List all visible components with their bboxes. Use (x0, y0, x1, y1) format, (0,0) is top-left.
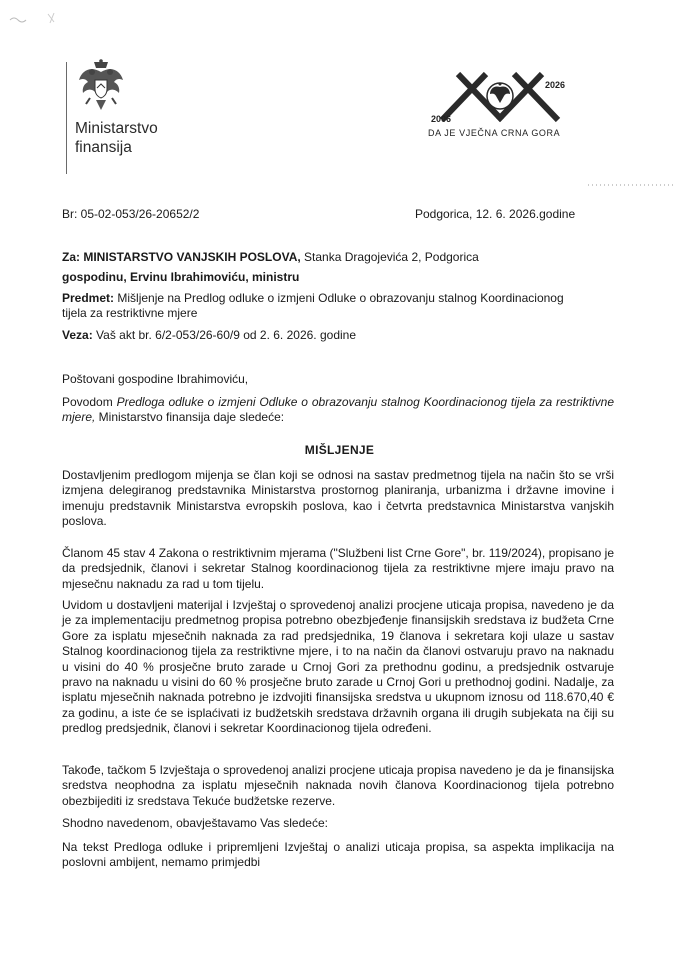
logo-motto: DA JE VJEČNA CRNA GORA (428, 128, 561, 138)
addressee-line (62, 250, 479, 265)
header-divider (66, 62, 67, 174)
salutation: Poštovani gospodine Ibrahimoviću, (62, 372, 249, 386)
link-label: Veza: (62, 328, 93, 342)
paragraph-5: Shodno navedenom, obavještavamo Vas sledeće: (62, 816, 328, 830)
subject-text-line1: Mišljenje na Predlog odluke o izmjeni Odluke o obrazovanju stalnog Koordinacionog (117, 291, 564, 305)
intro-paragraph (62, 395, 614, 426)
addressee-person: gospodinu, Ervinu Ibrahimoviću, ministru (62, 270, 300, 284)
handwritten-mark (8, 10, 68, 26)
addressee-address: Stanka Dragojevića 2, Podgorica (304, 250, 479, 264)
scan-artifact (588, 183, 676, 187)
link-line (62, 328, 356, 343)
logo-year-start: 2006 (431, 114, 452, 124)
paragraph-2: Članom 45 stav 4 Zakona o restriktivnim mjerama ("Službeni list Crne Gore", br. 119/2024), propisano je da predsjednik, članovi i sekretar Stalnog koordinacionog tijela za restriktivne mjere imaju pravo na mjesečnu naknadu za rad u tom tijelu. (62, 546, 614, 591)
link-text: Vaš akt br. 6/2-053/26-60/9 od 2. 6. 2026. godine (96, 328, 356, 342)
subject-text-line2: tijela za restriktivne mjere (62, 306, 198, 320)
ministry-name-line2: finansija (75, 139, 132, 156)
addressee-label: Za: (62, 250, 80, 264)
intro-prefix: Povodom (62, 395, 117, 409)
opinion-heading: MIŠLJENJE (304, 443, 375, 457)
ministry-name-line1: Ministarstvo (75, 120, 158, 137)
paragraph-1: Dostavljenim predlogom mijenja se član koji se odnosi na sastav predmetnog tijela na način što se vrši izmjena delegiranog predstavnika Ministarstva prostornog planiranja, urbanizma i državne imovine i imenuju predstavnik Ministarstva evropskih poslova, kao i četvrta predstavnica Ministarstva vanjskih poslova. (62, 468, 614, 529)
subject-line (62, 291, 564, 306)
ministry-name (75, 119, 158, 157)
paragraph-4: Takođe, tačkom 5 Izvještaja o sprovedenoj analizi procjene uticaja propisa navedeno je da je finansijska sredstva neophodna za isplatu mjesečnih naknada novih članova Koordinacionog tijela potrebno obezbijediti iz sredstava Tekuće budžetske rezerve. (62, 763, 614, 808)
addressee-recipient: MINISTARSTVO VANJSKIH POSLOVA, (83, 250, 301, 264)
intro-italic: Predloga odluke o izmjeni Odluke o obrazovanju stalnog Koordinacionog tijela za restriktivne mjere, (62, 395, 614, 425)
reference-number: Br: 05-02-053/26-20652/2 (62, 207, 200, 221)
place-date: Podgorica, 12. 6. 2026.godine (415, 207, 576, 221)
coat-of-arms-icon (76, 58, 126, 118)
intro-suffix: Ministarstvo finansija daje sledeće: (95, 410, 285, 425)
paragraph-3: Uvidom u dostavljeni materijal i Izvještaj o sprovedenoj analizi procjene uticaja propisa, navedeno je da je za implementaciju predmetnog propisa potrebno obezbjeđenje finansijskih sredstava iz budžeta Crne Gore za isplatu mjesečnih naknada za rad predsjednika, 19 članova i sekretara koji ulaze u sastav Stalnog koordinacionog tijela za restriktivne mjere, i to na način da članovi ostvaruju pravo na naknadu u visini do 40 % prosječne bruto zarade u Crnoj Gori za prethodnu godinu, a predsjednik ostvaruje pravo na naknadu u visini do 60 % prosječne bruto zarade u Crnoj Gori u prethodnoj godini. Nadalje, za isplatu mjesečnih naknada potrebno je izdvojiti finansijska sredstva u ukupnom iznosu od 118.670,40 € za godinu, a iste će se isplaćivati iz budžetskih sredstava državnih organa ili drugih subjekata na čiji su predlog predsjednik, članovi i sekretar Koordinacionog tijela određeni. (62, 598, 614, 736)
subject-label: Predmet: (62, 291, 115, 305)
paragraph-6: Na tekst Predloga odluke i pripremljeni Izvještaj o analizi uticaja propisa, sa aspekta implikacija na poslovni ambijent, nemamo primjedbi (62, 840, 614, 870)
logo-year-end: 2026 (545, 80, 566, 90)
